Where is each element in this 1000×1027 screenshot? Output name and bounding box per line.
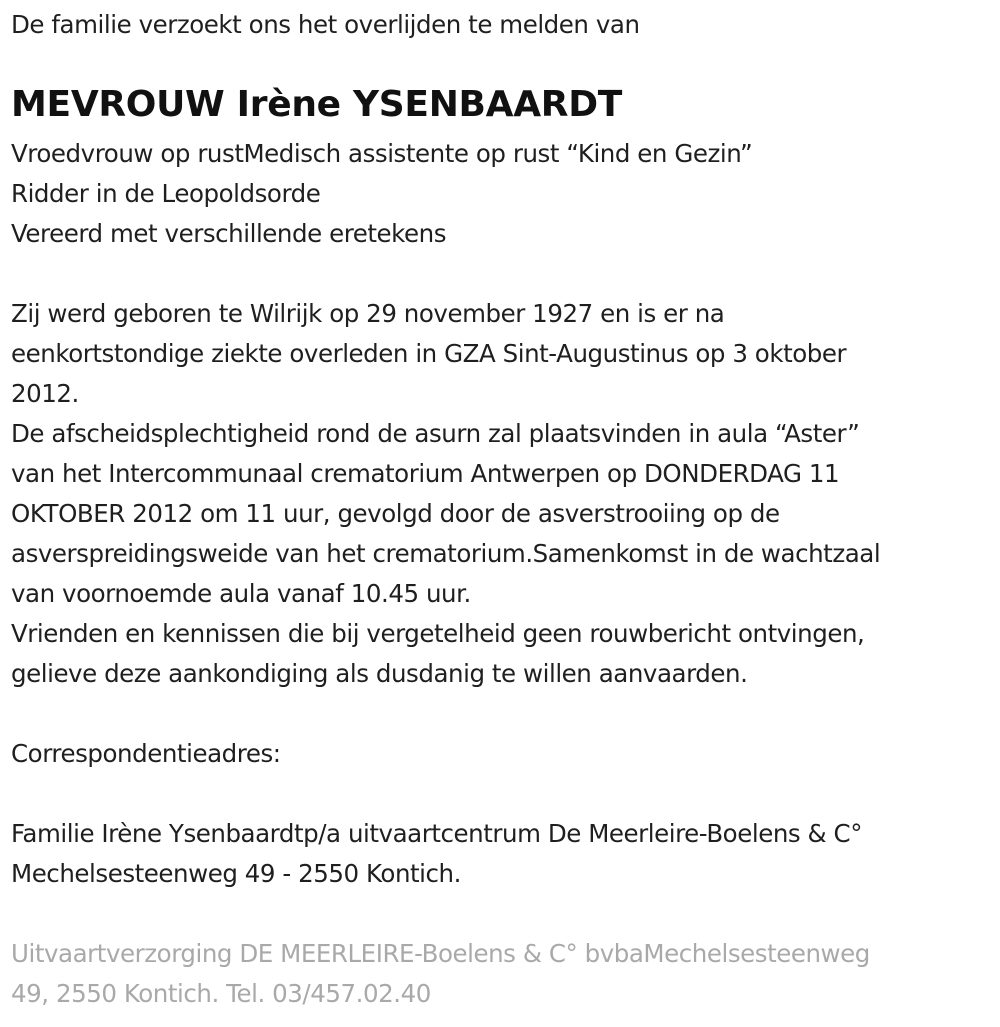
deceased-name: MEVROUW Irène YSENBAARDT: [11, 84, 623, 125]
title-line: Ridder in de Leopoldsorde: [11, 179, 321, 208]
body-line: eenkortstondige ziekte overleden in GZA Sint-Augustinus op 3 oktober: [11, 339, 847, 368]
body-line: Zij werd geboren te Wilrijk op 29 november 1927 en is er na: [11, 299, 725, 328]
funeral-home-footer: [11, 934, 870, 1014]
title-line: Vroedvrouw op rustMedisch assistente op rust “Kind en Gezin”: [11, 139, 753, 168]
address-line: Familie Irène Ysenbaardtp/a uitvaartcentrum De Meerleire-Boelens & C°: [11, 819, 862, 848]
body-line: OKTOBER 2012 om 11 uur, gevolgd door de asverstrooiing op de: [11, 499, 780, 528]
footer-line: Uitvaartverzorging DE MEERLEIRE-Boelens & C° bvbaMechelsesteenweg: [11, 939, 870, 968]
body-line: De afscheidsplechtigheid rond de asurn zal plaatsvinden in aula “Aster”: [11, 419, 860, 448]
body-line: van voornoemde aula vanaf 10.45 uur.: [11, 579, 471, 608]
address-line: Mechelsesteenweg 49 - 2550 Kontich.: [11, 859, 461, 888]
body-line: asverspreidingsweide van het crematorium.Samenkomst in de wachtzaal: [11, 539, 881, 568]
body-line: 2012.: [11, 379, 79, 408]
correspondence-address: [11, 814, 862, 894]
title-line: Vereerd met verschillende eretekens: [11, 219, 447, 248]
body-line: gelieve deze aankondiging als dusdanig te willen aanvaarden.: [11, 659, 748, 688]
footer-line: 49, 2550 Kontich. Tel. 03/457.02.40: [11, 979, 431, 1008]
titles-block: [11, 134, 752, 254]
body-line: Vrienden en kennissen die bij vergetelheid geen rouwbericht ontvingen,: [11, 619, 865, 648]
notice-body: [11, 294, 880, 694]
body-line: van het Intercommunaal crematorium Antwerpen op DONDERDAG 11: [11, 459, 840, 488]
correspondence-label: Correspondentieadres:: [11, 739, 281, 768]
intro-text: De familie verzoekt ons het overlijden te melden van: [11, 10, 640, 39]
